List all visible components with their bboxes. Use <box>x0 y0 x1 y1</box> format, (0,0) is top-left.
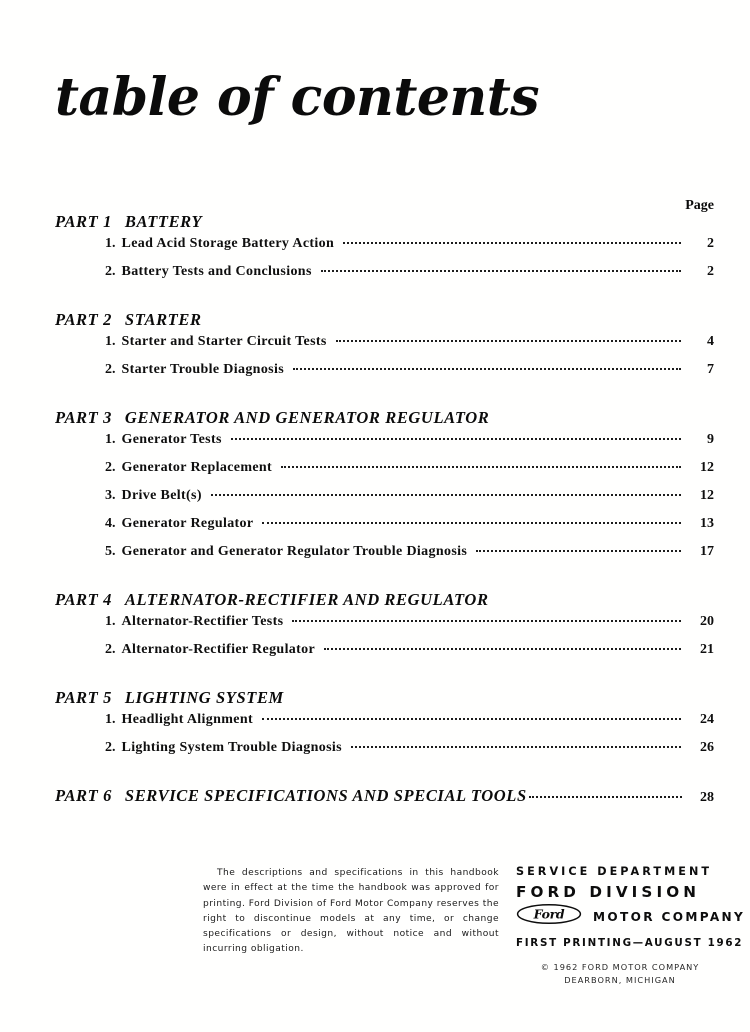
toc-page-number: 28 <box>700 790 714 805</box>
toc-page-number: 13 <box>700 516 714 531</box>
toc-part-title: BATTERY <box>124 212 203 231</box>
toc-entry-title: Lighting System Trouble Diagnosis <box>121 740 342 755</box>
toc-entry[interactable] <box>0 614 750 642</box>
disclaimer-text: The descriptions and specifications in this handbook were in effect at the time the handbook was approved for printing. Ford Division of Ford Motor Company reserves the right to discontinue models at any time, or change specifications or design, without notice and without incurring obligation. <box>203 868 499 955</box>
toc-page-number: 20 <box>700 614 714 629</box>
toc-entry-number: 3. <box>105 488 116 503</box>
toc-entry[interactable] <box>0 432 750 460</box>
dot-leader <box>324 648 681 650</box>
toc-entry[interactable] <box>0 712 750 740</box>
toc-page-number: 2 <box>707 264 714 279</box>
toc-entry-title: Generator Replacement <box>121 460 273 475</box>
motor-company-label: MOTOR COMPANY <box>593 910 746 924</box>
toc-entry-title: Generator Tests <box>121 432 222 447</box>
toc-entry-number: 1. <box>105 614 116 629</box>
toc-entry-list <box>0 236 750 292</box>
toc-entry[interactable] <box>0 334 750 362</box>
first-printing-line: FIRST PRINTING—AUGUST 1962 <box>516 937 744 949</box>
toc-part <box>0 408 750 572</box>
toc-part <box>0 688 750 768</box>
toc-page-number: 2 <box>707 236 714 251</box>
toc-part-label: PART 5 <box>55 688 112 707</box>
toc-entry-number: 1. <box>105 236 116 251</box>
toc-part-title: STARTER <box>124 310 202 329</box>
toc-part-label: PART 2 <box>55 310 112 329</box>
toc-entry-title: Battery Tests and Conclusions <box>121 264 312 279</box>
toc-entry[interactable] <box>0 460 750 488</box>
toc-page-number: 24 <box>700 712 714 727</box>
toc-entry-number: 2. <box>105 264 116 279</box>
toc-entry-number: 2. <box>105 460 116 475</box>
toc-entry-title: Generator Regulator <box>121 516 254 531</box>
toc-entry-list <box>0 712 750 768</box>
toc-part <box>0 590 750 670</box>
toc-entry-title: Starter Trouble Diagnosis <box>121 362 285 377</box>
toc-part-heading[interactable] <box>0 310 750 330</box>
svg-text:Ford: Ford <box>533 906 565 922</box>
dot-leader <box>476 550 681 552</box>
toc-part-heading[interactable] <box>0 408 750 428</box>
dot-leader <box>231 438 681 440</box>
toc-page-number: 7 <box>707 362 714 377</box>
toc-page-number: 12 <box>700 488 714 503</box>
toc-entry-number: 1. <box>105 712 116 727</box>
dot-leader <box>351 746 681 748</box>
toc-entry[interactable] <box>0 236 750 264</box>
toc-entry-title: Alternator-Rectifier Regulator <box>121 642 316 657</box>
toc-part-heading[interactable] <box>0 786 750 806</box>
toc-page-number: 9 <box>707 432 714 447</box>
toc-entry[interactable] <box>0 264 750 292</box>
toc-entry-number: 2. <box>105 642 116 657</box>
table-of-contents <box>0 212 750 810</box>
toc-entry[interactable] <box>0 362 750 390</box>
toc-part-title: SERVICE SPECIFICATIONS AND SPECIAL TOOLS <box>124 786 527 805</box>
toc-page-number: 21 <box>700 642 714 657</box>
ford-division-line: FORD DIVISION <box>516 883 701 901</box>
dot-leader <box>292 620 681 622</box>
toc-part-heading[interactable] <box>0 688 750 708</box>
toc-entry-number: 5. <box>105 544 116 559</box>
toc-entry-number: 2. <box>105 740 116 755</box>
dot-leader <box>281 466 681 468</box>
dot-leader <box>343 242 681 244</box>
dot-leader <box>321 270 681 272</box>
toc-entry-title: Starter and Starter Circuit Tests <box>121 334 327 349</box>
toc-entry[interactable] <box>0 488 750 516</box>
toc-part-heading[interactable] <box>0 212 750 232</box>
toc-entry-number: 2. <box>105 362 116 377</box>
toc-entry-title: Headlight Alignment <box>121 712 253 727</box>
dot-leader <box>211 494 681 496</box>
toc-part-label: PART 3 <box>55 408 112 427</box>
toc-page-number: 26 <box>700 740 714 755</box>
copyright-company-line: © 1962 FORD MOTOR COMPANY <box>540 962 700 972</box>
copyright-city-line: DEARBORN, MICHIGAN <box>564 975 676 985</box>
dot-leader <box>262 522 681 524</box>
service-department-line: SERVICE DEPARTMENT <box>516 865 713 878</box>
copyright-block <box>500 961 740 987</box>
dot-leader <box>336 340 681 342</box>
toc-entry-number: 4. <box>105 516 116 531</box>
dot-leader <box>262 718 681 720</box>
ford-oval-logo-icon <box>516 903 582 931</box>
toc-page-number: 17 <box>700 544 714 559</box>
toc-part-label: PART 1 <box>55 212 112 231</box>
toc-entry-list <box>0 614 750 670</box>
toc-page-number: 4 <box>707 334 714 349</box>
page-column-header: Page <box>685 198 714 213</box>
toc-entry[interactable] <box>0 740 750 768</box>
toc-entry-title: Alternator-Rectifier Tests <box>121 614 284 629</box>
toc-entry[interactable] <box>0 642 750 670</box>
page-title: table of contents <box>55 67 540 128</box>
toc-part <box>0 212 750 292</box>
toc-entry-list <box>0 334 750 390</box>
toc-entry-number: 1. <box>105 432 116 447</box>
toc-entry-title: Lead Acid Storage Battery Action <box>121 236 335 251</box>
toc-part-title: ALTERNATOR-RECTIFIER AND REGULATOR <box>124 590 489 609</box>
motor-company-line <box>516 903 746 931</box>
toc-entry-number: 1. <box>105 334 116 349</box>
toc-entry-title: Drive Belt(s) <box>121 488 202 503</box>
toc-part-label: PART 4 <box>55 590 112 609</box>
ford-division-block <box>516 862 746 954</box>
toc-entry-list <box>0 432 750 572</box>
toc-part <box>0 310 750 390</box>
toc-entry[interactable] <box>0 516 750 544</box>
toc-part-heading[interactable] <box>0 590 750 610</box>
toc-part-label: PART 6 <box>55 786 112 805</box>
dot-leader <box>293 368 681 370</box>
toc-page-number: 12 <box>700 460 714 475</box>
dot-leader <box>529 796 682 798</box>
toc-part-title: GENERATOR AND GENERATOR REGULATOR <box>124 408 490 427</box>
toc-entry-title: Generator and Generator Regulator Trouble Diagnosis <box>121 544 468 559</box>
toc-part <box>0 786 750 806</box>
toc-part-title: LIGHTING SYSTEM <box>124 688 284 707</box>
toc-entry[interactable] <box>0 544 750 572</box>
